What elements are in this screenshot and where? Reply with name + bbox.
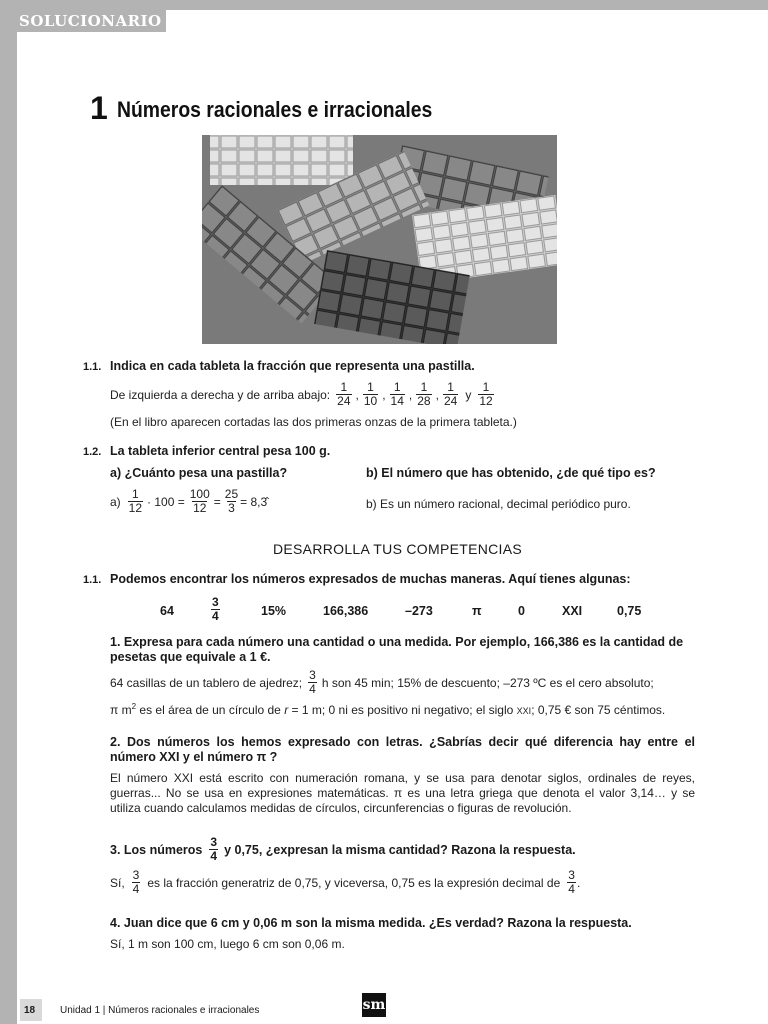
chocolate-bars-image (202, 135, 557, 344)
c11-question: Podemos encontrar los números expresados de muchas maneras. Aquí tienes algunas: (110, 572, 631, 586)
footer-text: Unidad 1 | Números racionales e irracionales (60, 1005, 260, 1016)
p2-question: 2. Dos números los hemos expresado con letras. ¿Sabrías decir qué diferencia hay entre el número XXI y el número π ? (110, 735, 695, 764)
number-list (160, 596, 660, 628)
p4-answer: Sí, 1 m son 100 cm, luego 6 cm son 0,06 m. (110, 937, 345, 951)
p2-answer: El número XXI está escrito con numeración romana, y se usa para denotar siglos, ordinales de reyes, guerras... No se usa en expresiones matemáticas. π es una letra griega que denota el valor 3,14… y se utiliza cuando calculamos medidas de círculos, circunferencias o figuras de revolución. (110, 771, 695, 815)
q12-answer-a: a) $\frac{1}{12}$ · 100 = $\frac{100}{12}$ = $\frac{25}{3}$ = 8,3̂ (110, 487, 268, 515)
chocolate-photo (202, 135, 557, 344)
fraction: $\frac{3}{4}$ (309, 668, 316, 696)
q12-answer-b: b) Es un número racional, decimal periódico puro. (366, 497, 631, 511)
unit-number: 1 (90, 90, 108, 126)
number-item: 0,75 (617, 604, 642, 618)
fraction: $\frac{3}{4}$ (568, 868, 575, 896)
fraction: $\frac{1}{12}$ (128, 487, 143, 515)
fraction: $\frac{1}{12}$ (479, 380, 493, 408)
fraction: $\frac{1}{24}$ (337, 380, 351, 408)
left-margin-bar (0, 10, 17, 1024)
number-item: 0 (518, 604, 525, 618)
q11-answer: De izquierda a derecha y de arriba abajo: $\frac{1}{24}$ , $\frac{1}{10}$ , $\frac{1}{14}$ , $\frac{1}{28}$ , $\frac{1}{24}$ y $\frac{1}{12}$ (110, 380, 493, 408)
fraction: $\frac{3}{4}$ (210, 835, 218, 863)
p1-question: 1. Expresa para cada número una cantidad o una medida. Por ejemplo, 166,386 es la cantidad de pesetas que equivale a 1 €. (110, 635, 684, 664)
p3-answer: Sí, $\frac{3}{4}$ es la fracción generatriz de 0,75, y viceversa, 0,75 es la expresión decimal de $\frac{3}{4}$ . (110, 868, 581, 896)
q12-sub-b: b) El número que has obtenido, ¿de qué tipo es? (366, 466, 656, 480)
page-title: Números racionales e irracionales (117, 97, 433, 122)
q11-answer-intro: De izquierda a derecha y de arriba abajo: (110, 387, 331, 402)
fraction: $\frac{100}{12}$ (189, 487, 210, 515)
number-item: –273 (405, 604, 433, 618)
fraction: $\frac{1}{10}$ (363, 380, 378, 408)
publisher-logo: sm (362, 993, 386, 1017)
fraction: $\frac{1}{28}$ (417, 380, 431, 408)
header-label: SOLUCIONARIO (19, 12, 162, 30)
p4-question: 4. Juan dice que 6 cm y 0,06 m son la misma medida. ¿Es verdad? Razona la respuesta. (110, 916, 632, 930)
q12-question: La tableta inferior central pesa 100 g. (110, 444, 331, 458)
number-item-fraction: $\frac{3}{4}$ (212, 595, 219, 623)
p1-answer-line1: 64 casillas de un tablero de ajedrez; $\frac{3}{4}$ h son 45 min; 15% de descuento; –273 ºC es el cero absoluto; (110, 668, 654, 696)
q11-question: Indica en cada tableta la fracción que representa una pastilla. (110, 359, 475, 373)
page-number: 18 (24, 1005, 36, 1016)
fraction: $\frac{3}{4}$ (132, 868, 140, 896)
section-title: DESARROLLA TUS COMPETENCIAS (273, 541, 523, 557)
q12-number: 1.2. (83, 446, 102, 458)
number-item: 15% (261, 604, 287, 618)
number-item: 166,386 (323, 604, 369, 618)
top-bar (0, 0, 768, 10)
q11-note: (En el libro aparecen cortadas las dos primeras onzas de la primera tableta.) (110, 415, 517, 429)
q11-number: 1.1. (83, 361, 102, 373)
p3-question: 3. Los números $\frac{3}{4}$ y 0,75, ¿expresan la misma cantidad? Razona la respuesta. (110, 835, 576, 863)
fraction: $\frac{1}{24}$ (443, 380, 458, 408)
fraction: $\frac{25}{3}$ (224, 487, 239, 515)
q12-sub-a: a) ¿Cuánto pesa una pastilla? (110, 466, 288, 480)
fraction: $\frac{1}{14}$ (390, 380, 404, 408)
number-item: XXI (562, 604, 583, 618)
c11-number: 1.1. (83, 574, 102, 586)
number-item: 64 (160, 604, 174, 618)
p1-answer-line2: π $m^2$ es el área de un círculo de r = 1 m; 0 ni es positivo ni negativo; el siglo XXI; 0,75 € son 75 céntimos. (110, 702, 666, 717)
number-item: π (472, 604, 482, 618)
